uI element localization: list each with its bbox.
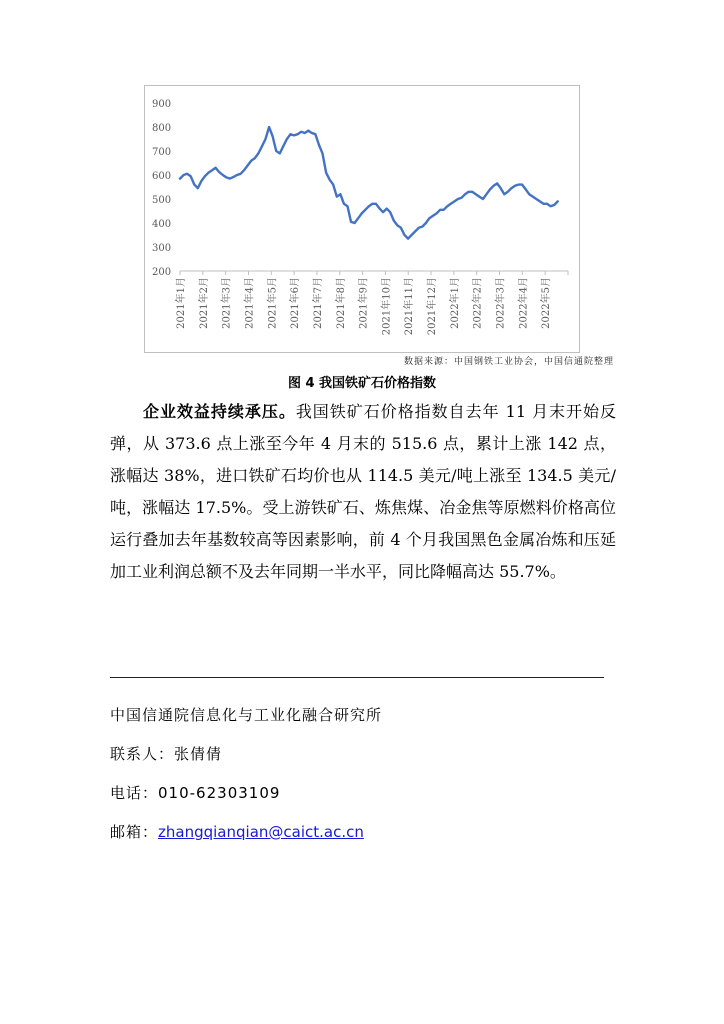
x-tick-label: 2022年4月	[518, 277, 530, 329]
contact-phone: 010-62303109	[158, 784, 281, 802]
y-tick-label: 400	[152, 219, 172, 230]
series-line	[180, 127, 558, 239]
paragraph-lead: 企业效益持续承压。	[142, 402, 296, 421]
x-tick-label: 2021年3月	[221, 277, 233, 329]
figure-caption: 图 4 我国铁矿石价格指数	[287, 376, 437, 391]
divider-rule	[110, 677, 604, 678]
y-tick-label: 500	[152, 195, 172, 206]
contact-phone-label: 电话：	[110, 784, 159, 802]
y-tick-label: 200	[152, 267, 172, 278]
x-tick-label: 2021年12月	[427, 277, 439, 336]
x-tick-label: 2021年4月	[244, 277, 256, 329]
y-tick-label: 300	[152, 243, 172, 254]
contact-phone-row	[110, 782, 280, 803]
x-tick-label: 2021年2月	[198, 277, 210, 329]
contact-email-link[interactable]: zhangqianqian@caict.ac.cn	[158, 823, 364, 841]
contact-person: 张倩倩	[174, 745, 223, 763]
x-tick-label: 2021年6月	[290, 277, 302, 329]
y-tick-label: 900	[152, 99, 172, 110]
x-tick-label: 2022年2月	[472, 277, 484, 329]
contact-org: 中国信通院信息化与工业化融合研究所	[110, 706, 383, 724]
y-tick-label: 700	[152, 147, 172, 158]
contact-email-label: 邮箱：	[110, 823, 159, 841]
paragraph-text: 我国铁矿石价格指数自去年 11 月末开始反弹，从 373.6 点上涨至今年 4 月末的 515.6 点，累计上涨 142 点，涨幅达 38%，进口铁矿石均价也从 114.5 美元/吨上涨至 134.5 美元/吨，涨幅达 17.5%。受上游铁矿石、炼焦煤、冶金焦等原燃料价格高位运行叠加去年基数较高等因素影响，前 4 个月我国黑色金属冶炼和压延加工业利润总额不及去年同期一半水平，同比降幅高达 55.7%。	[110, 402, 616, 581]
contact-email-row	[110, 821, 364, 842]
x-tick-label: 2021年8月	[335, 277, 347, 329]
x-tick-label: 2021年5月	[267, 277, 279, 329]
contact-person-row	[110, 743, 222, 764]
chart-source: 数据来源：中国钢铁工业协会，中国信通院整理	[403, 357, 614, 367]
y-tick-label: 600	[152, 171, 172, 182]
x-tick-label: 2022年5月	[541, 277, 553, 329]
body-paragraph	[110, 396, 616, 588]
y-tick-label: 800	[152, 123, 172, 134]
x-tick-label: 2021年7月	[312, 277, 324, 329]
x-tick-label: 2021年1月	[176, 277, 187, 329]
x-tick-label: 2021年11月	[404, 277, 416, 336]
x-tick-label: 2021年9月	[358, 277, 370, 329]
chart-svg	[145, 86, 581, 354]
price-index-chart	[144, 85, 580, 353]
contact-person-label: 联系人：	[110, 745, 175, 763]
x-tick-label: 2021年10月	[381, 277, 393, 336]
x-tick-label: 2022年3月	[495, 277, 507, 329]
x-tick-label: 2022年1月	[449, 277, 461, 329]
